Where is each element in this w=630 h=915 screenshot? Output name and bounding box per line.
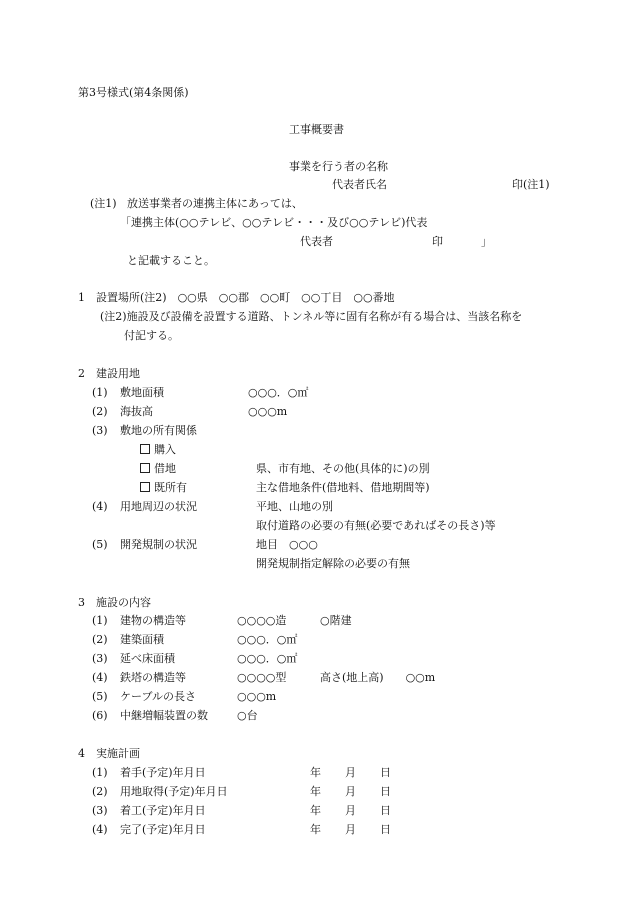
seal-note: 印(注1): [512, 178, 550, 191]
item-number: (1): [92, 766, 108, 779]
note1-close-bracket: 」: [481, 235, 492, 248]
item-number: (6): [92, 709, 108, 722]
ownership-option-owned: 既所有: [140, 481, 187, 495]
development-regulation-value1: 地目 ○○○: [256, 538, 318, 551]
item-number: (5): [92, 538, 108, 551]
note1-seal: 印: [432, 235, 443, 248]
altitude-value: ○○○m: [248, 405, 288, 418]
building-floors-value: ○階建: [320, 614, 352, 627]
checkbox-icon: [140, 463, 150, 473]
year-label: 年: [310, 804, 321, 817]
surroundings-value2: 取付道路の必要の有無(必要であればその長さ)等: [256, 519, 496, 532]
tower-structure-value: ○○○○型: [237, 671, 287, 684]
item-number: (3): [92, 652, 108, 665]
lease-detail: 県、市有地、その他(具体的に)の別: [256, 462, 430, 475]
note1-representative: 代表者: [300, 235, 333, 248]
start-date-label: 着手(予定)年月日: [120, 766, 206, 779]
item-number: (1): [92, 614, 108, 627]
surroundings-value1: 平地、山地の別: [256, 500, 333, 513]
checkbox-icon: [140, 482, 150, 492]
item-number: (4): [92, 500, 108, 513]
item-number: (2): [92, 785, 108, 798]
tower-height-value: 高さ(地上高) ○○m: [320, 671, 436, 684]
section1-note-line1: (注2)施設及び設備を設置する道路、トンネル等に固有名称が有る場合は、当該名称を: [100, 310, 523, 323]
section1-heading: 1 設置場所(注2) ○○県 ○○郡 ○○町 ○○丁目 ○○番地: [78, 291, 395, 304]
note1-label: (注1): [90, 197, 117, 210]
day-label: 日: [380, 804, 391, 817]
note1-line4: と記載すること。: [127, 254, 215, 267]
item-number: (5): [92, 690, 108, 703]
lease-conditions: 主な借地条件(借地料、借地期間等): [256, 481, 430, 494]
section4-heading: 4 実施計画: [78, 747, 140, 760]
item-number: (2): [92, 633, 108, 646]
representative-name-label: 代表者氏名: [332, 178, 387, 191]
land-acquisition-date-label: 用地取得(予定)年月日: [120, 785, 228, 798]
construction-start-date-label: 着工(予定)年月日: [120, 804, 206, 817]
floor-area-value: ○○○．○㎡: [237, 652, 298, 665]
tower-structure-label: 鉄塔の構造等: [120, 671, 186, 684]
section1-note-line2: 付記する。: [124, 329, 179, 342]
form-number: 第3号様式(第4条関係): [78, 86, 189, 99]
development-regulation-value2: 開発規制指定解除の必要の有無: [256, 557, 410, 570]
day-label: 日: [380, 766, 391, 779]
ownership-option-purchase: 購入: [140, 443, 176, 457]
site-area-label: 敷地面積: [120, 386, 164, 399]
amplifier-count-label: 中継増幅装置の数: [120, 709, 208, 722]
item-number: (3): [92, 424, 108, 437]
ownership-label: 敷地の所有関係: [120, 424, 197, 437]
item-number: (2): [92, 405, 108, 418]
item-number: (1): [92, 386, 108, 399]
floor-area-label: 延べ床面積: [120, 652, 175, 665]
year-label: 年: [310, 785, 321, 798]
ownership-option-lease: 借地: [140, 462, 176, 476]
month-label: 月: [345, 823, 356, 836]
month-label: 月: [345, 766, 356, 779]
day-label: 日: [380, 785, 391, 798]
item-number: (4): [92, 671, 108, 684]
year-label: 年: [310, 766, 321, 779]
cable-length-label: ケーブルの長さ: [120, 690, 197, 703]
amplifier-count-value: ○台: [237, 709, 258, 722]
building-area-value: ○○○．○㎡: [237, 633, 298, 646]
item-number: (4): [92, 823, 108, 836]
checkbox-icon: [140, 444, 150, 454]
building-structure-label: 建物の構造等: [120, 614, 186, 627]
section2-heading: 2 建設用地: [78, 367, 140, 380]
development-regulation-label: 開発規制の状況: [120, 538, 197, 551]
completion-date-label: 完了(予定)年月日: [120, 823, 206, 836]
note1-line1: 放送事業者の連携主体にあっては、: [127, 197, 303, 210]
altitude-label: 海抜高: [120, 405, 153, 418]
month-label: 月: [345, 785, 356, 798]
operator-name-label: 事業を行う者の名称: [289, 160, 388, 173]
month-label: 月: [345, 804, 356, 817]
surroundings-label: 用地周辺の状況: [120, 500, 197, 513]
building-area-label: 建築面積: [120, 633, 164, 646]
cable-length-value: ○○○m: [237, 690, 277, 703]
page-title: 工事概要書: [289, 123, 344, 136]
section3-heading: 3 施設の内容: [78, 596, 151, 609]
day-label: 日: [380, 823, 391, 836]
building-structure-value: ○○○○造: [237, 614, 287, 627]
item-number: (3): [92, 804, 108, 817]
year-label: 年: [310, 823, 321, 836]
note1-line2: 「連携主体(○○テレビ、○○テレビ・・・及び○○テレビ)代表: [120, 216, 428, 229]
site-area-value: ○○○．○㎡: [248, 386, 309, 399]
